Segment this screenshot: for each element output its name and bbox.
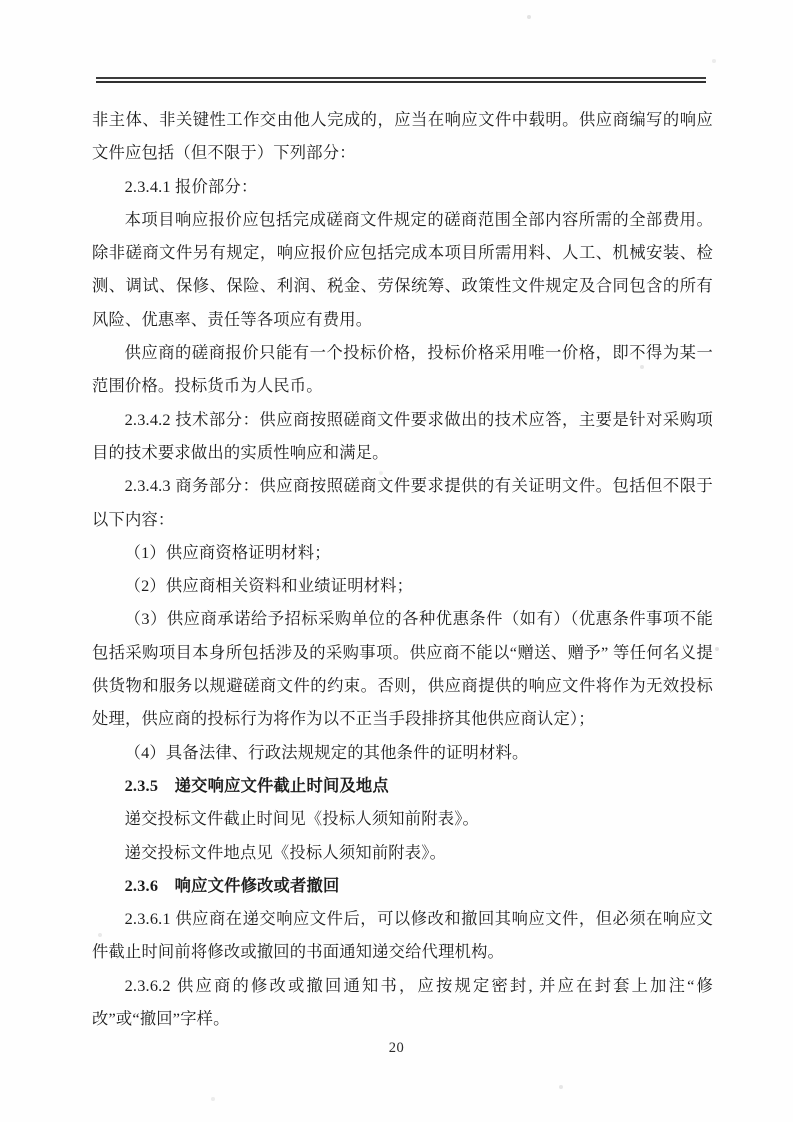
- paragraph: 本项目响应报价应包括完成磋商文件规定的磋商范围全部内容所需的全部费用。除非磋商文件另有规定，响应报价应包括完成本项目所需用料、人工、机械安装、检测、调试、保修、保险、利润、税金、劳保统筹、政策性文件规定及合同包含的所有风险、优惠率、责任等各项应有费用。: [92, 209, 713, 329]
- section-heading: 2.3.5 递交响应文件截止时间及地点: [124, 775, 389, 795]
- paragraph: 递交投标文件截止时间见《投标人须知前附表》。: [124, 809, 480, 829]
- paragraph: 2.3.6.2 供应商的修改或撤回通知书，应按规定密封, 并应在封套上加注“修改”或“撤回”字样。: [92, 975, 713, 1029]
- paragraph: 2.3.6.1 供应商在递交响应文件后，可以修改和撤回其响应文件，但必须在响应文件截止时间前将修改或撤回的书面通知递交给代理机构。: [92, 909, 713, 962]
- section-heading: 2.3.6 响应文件修改或者撤回: [124, 875, 340, 895]
- paragraph: 2.3.4.3 商务部分：供应商按照磋商文件要求提供的有关证明文件。包括但不限于以下内容：: [92, 476, 713, 529]
- page-number: 20: [388, 1040, 405, 1056]
- paragraph: （4）具备法律、行政法规规定的其他条件的证明材料。: [124, 742, 529, 762]
- paragraph: （2）供应商相关资料和业绩证明材料；: [124, 576, 414, 596]
- paragraph: 供应商的磋商报价只能有一个投标价格，投标价格采用唯一价格，即不得为某一范围价格。投标货币为人民币。: [92, 343, 713, 396]
- paragraph: （3）供应商承诺给予招标采购单位的各种优惠条件（如有）（优惠条件事项不能包括采购项目本身所包括涉及的采购事项。供应商不能以“赠送、赠予” 等任何名义提供货物和服务以规避磋商文件的约束。否则，供应商提供的响应文件将作为无效投标处理，供应商的投标行为将作为以不正当手段排挤其他供应商认定）；: [92, 609, 713, 729]
- paragraph: 2.3.4.2 技术部分：供应商按照磋商文件要求做出的技术应答，主要是针对采购项目的技术要求做出的实质性响应和满足。: [92, 409, 713, 462]
- paragraph: 递交投标文件地点见《投标人须知前附表》。: [124, 842, 447, 862]
- header-rule: [96, 77, 706, 83]
- paragraph: （1）供应商资格证明材料；: [124, 542, 331, 562]
- paragraph: 2.3.4.1 报价部分：: [124, 176, 258, 196]
- document-body: [92, 103, 713, 1035]
- scan-noise: [0, 0, 2, 2]
- paragraph: 非主体、非关键性工作交由他人完成的，应当在响应文件中载明。供应商编写的响应文件应包括（但不限于）下列部分：: [92, 110, 713, 163]
